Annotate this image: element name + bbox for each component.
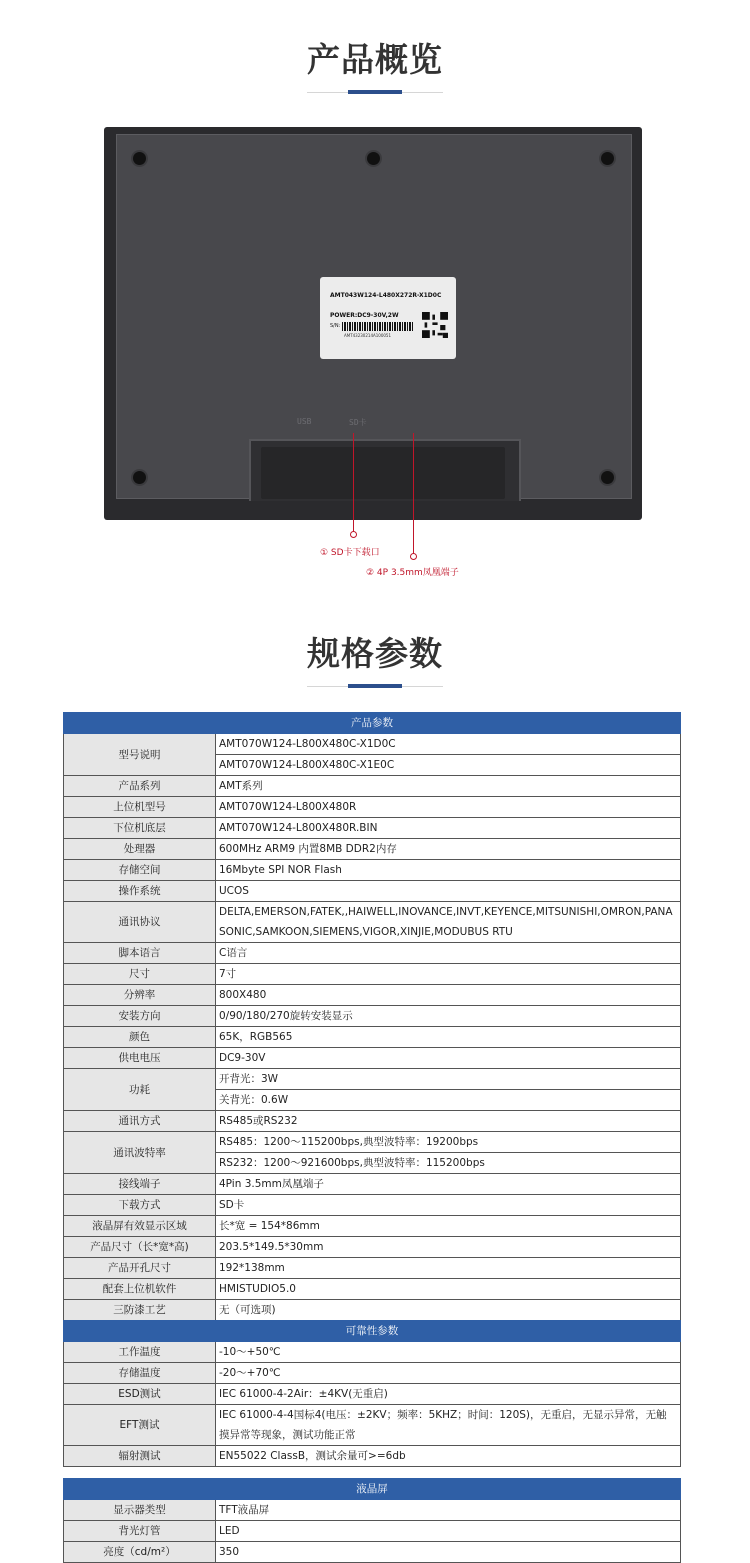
spec-key: 上位机型号 bbox=[64, 797, 216, 818]
callout-dot bbox=[410, 553, 417, 560]
lcd-params-table bbox=[63, 1478, 681, 1563]
table-row bbox=[64, 797, 681, 818]
spec-value: RS485：1200～115200bps,典型波特率：19200bps bbox=[216, 1132, 681, 1153]
spec-key: 通讯协议 bbox=[64, 902, 216, 943]
table-row bbox=[64, 1237, 681, 1258]
spec-value: 203.5*149.5*30mm bbox=[216, 1237, 681, 1258]
spec-key: 工作温度 bbox=[64, 1342, 216, 1363]
port-sd-label: SD卡 bbox=[349, 418, 367, 427]
spec-key: 供电电压 bbox=[64, 1048, 216, 1069]
table-row bbox=[64, 1300, 681, 1321]
spec-key: EFT测试 bbox=[64, 1405, 216, 1446]
spec-value: EN55022 ClassB，测试余量可>=6db bbox=[216, 1446, 681, 1467]
spec-value: SD卡 bbox=[216, 1195, 681, 1216]
spec-value: 长*宽 = 154*86mm bbox=[216, 1216, 681, 1237]
table-row bbox=[64, 818, 681, 839]
spec-value: 0/90/180/270旋转安装显示 bbox=[216, 1006, 681, 1027]
barcode-icon bbox=[342, 322, 414, 331]
spec-key: ESD测试 bbox=[64, 1384, 216, 1405]
spec-key: 通讯波特率 bbox=[64, 1132, 216, 1174]
device-back-image bbox=[104, 127, 642, 520]
spec-key: 功耗 bbox=[64, 1069, 216, 1111]
table-row bbox=[64, 1048, 681, 1069]
table-row bbox=[64, 1174, 681, 1195]
reliability-params-table bbox=[63, 1320, 681, 1467]
spec-key: 存储空间 bbox=[64, 860, 216, 881]
spec-value: 16Mbyte SPI NOR Flash bbox=[216, 860, 681, 881]
spec-key: 配套上位机软件 bbox=[64, 1279, 216, 1300]
spec-value: AMT070W124-L800X480R.BIN bbox=[216, 818, 681, 839]
spec-value: 关背光：0.6W bbox=[216, 1090, 681, 1111]
label-model: AMT043W124-L480X272R-X1D0C bbox=[330, 292, 442, 299]
spec-key: 处理器 bbox=[64, 839, 216, 860]
spec-key: 产品开孔尺寸 bbox=[64, 1258, 216, 1279]
table-row bbox=[64, 943, 681, 964]
spec-key: 分辨率 bbox=[64, 985, 216, 1006]
device-back-panel bbox=[116, 134, 632, 499]
table-row bbox=[64, 1111, 681, 1132]
spec-key: 三防漆工艺 bbox=[64, 1300, 216, 1321]
table-row bbox=[64, 964, 681, 985]
spec-value: RS232：1200～921600bps,典型波特率：115200bps bbox=[216, 1153, 681, 1174]
table-row bbox=[64, 902, 681, 943]
table-header-row bbox=[64, 713, 681, 734]
spec-key: 安装方向 bbox=[64, 1006, 216, 1027]
screw-icon bbox=[601, 152, 614, 165]
spec-key: 产品系列 bbox=[64, 776, 216, 797]
table-row bbox=[64, 881, 681, 902]
spec-value: DELTA,EMERSON,FATEK,,HAIWELL,INOVANCE,INVT,KEYENCE,MITSUNISHI,OMRON,PANASONIC,SAMKOON,SIEMENS,VIGOR,XINJIE,MODUBUS RTU bbox=[216, 902, 681, 943]
table-row bbox=[64, 1006, 681, 1027]
callout-line bbox=[353, 433, 354, 533]
label-power: POWER:DC9-30V,2W bbox=[330, 312, 399, 319]
table-row bbox=[64, 839, 681, 860]
spec-key: 脚本语言 bbox=[64, 943, 216, 964]
title-accent-bar bbox=[348, 90, 402, 94]
table-row bbox=[64, 985, 681, 1006]
table-row bbox=[64, 1195, 681, 1216]
screw-icon bbox=[133, 152, 146, 165]
overview-title: 产品概览 bbox=[307, 40, 443, 79]
spec-key: 尺寸 bbox=[64, 964, 216, 985]
spec-value: 4Pin 3.5mm凤凰端子 bbox=[216, 1174, 681, 1195]
table-row bbox=[64, 1216, 681, 1237]
table-row bbox=[64, 1069, 681, 1090]
spec-key: 液晶屏有效显示区域 bbox=[64, 1216, 216, 1237]
table-header: 液晶屏 bbox=[64, 1479, 681, 1500]
table-row bbox=[64, 1279, 681, 1300]
spec-value: AMT070W124-L800X480C-X1D0C bbox=[216, 734, 681, 755]
screw-icon bbox=[367, 152, 380, 165]
spec-value: 无（可选项) bbox=[216, 1300, 681, 1321]
spec-value: -20～+70℃ bbox=[216, 1363, 681, 1384]
spec-key: 接线端子 bbox=[64, 1174, 216, 1195]
table-row bbox=[64, 1363, 681, 1384]
spec-value: 192*138mm bbox=[216, 1258, 681, 1279]
spec-value: LED bbox=[216, 1521, 681, 1542]
screw-icon bbox=[133, 471, 146, 484]
table-row bbox=[64, 1521, 681, 1542]
table-header: 可靠性参数 bbox=[64, 1321, 681, 1342]
callout-dot bbox=[350, 531, 357, 538]
spec-key: 下位机底层 bbox=[64, 818, 216, 839]
table-row bbox=[64, 1132, 681, 1153]
table-row bbox=[64, 1027, 681, 1048]
spec-value: AMT系列 bbox=[216, 776, 681, 797]
spec-value: IEC 61000-4-2Air：±4KV(无重启) bbox=[216, 1384, 681, 1405]
specs-title: 规格参数 bbox=[307, 634, 443, 673]
spec-key: 存储温度 bbox=[64, 1363, 216, 1384]
callout-terminal: ② 4P 3.5mm凤凰端子 bbox=[366, 568, 459, 578]
spec-key: 亮度（cd/m²） bbox=[64, 1542, 216, 1563]
spec-key: 显示器类型 bbox=[64, 1500, 216, 1521]
table-row bbox=[64, 776, 681, 797]
table-row bbox=[64, 1384, 681, 1405]
table-row bbox=[64, 734, 681, 755]
spec-key: 下载方式 bbox=[64, 1195, 216, 1216]
spec-value: IEC 61000-4-4国标4(电压：±2KV；频率：5KHZ；时间：120S)，无重启，无显示异常，无触摸异常等现象，测试功能正常 bbox=[216, 1405, 681, 1446]
spec-value: 开背光：3W bbox=[216, 1069, 681, 1090]
callout-sd-download: ① SD卡下载口 bbox=[320, 548, 380, 558]
spec-key: 产品尺寸（长*宽*高) bbox=[64, 1237, 216, 1258]
spec-key: 型号说明 bbox=[64, 734, 216, 776]
qr-code-icon bbox=[422, 312, 448, 338]
spec-value: HMISTUDIO5.0 bbox=[216, 1279, 681, 1300]
spec-value: 65K，RGB565 bbox=[216, 1027, 681, 1048]
table-row bbox=[64, 1446, 681, 1467]
callout-line bbox=[413, 433, 414, 555]
label-sn: S/N: bbox=[330, 323, 341, 329]
table-header-row bbox=[64, 1479, 681, 1500]
spec-value: DC9-30V bbox=[216, 1048, 681, 1069]
spec-value: -10～+50℃ bbox=[216, 1342, 681, 1363]
spec-value: C语言 bbox=[216, 943, 681, 964]
table-row bbox=[64, 1405, 681, 1446]
spec-key: 通讯方式 bbox=[64, 1111, 216, 1132]
spec-key: 操作系统 bbox=[64, 881, 216, 902]
table-row bbox=[64, 1500, 681, 1521]
spec-value: 800X480 bbox=[216, 985, 681, 1006]
spec-key: 辐射测试 bbox=[64, 1446, 216, 1467]
spec-value: 350 bbox=[216, 1542, 681, 1563]
label-barcode-number: AMT43230214A100051 bbox=[344, 333, 391, 338]
spec-value: TFT液晶屏 bbox=[216, 1500, 681, 1521]
spec-value: RS485或RS232 bbox=[216, 1111, 681, 1132]
spec-value: AMT070W124-L800X480R bbox=[216, 797, 681, 818]
table-row bbox=[64, 1258, 681, 1279]
product-params-table bbox=[63, 712, 681, 1321]
table-header-row bbox=[64, 1321, 681, 1342]
screw-icon bbox=[601, 471, 614, 484]
table-row bbox=[64, 1342, 681, 1363]
title-accent-bar bbox=[348, 684, 402, 688]
device-base-notch bbox=[249, 439, 521, 501]
spec-key: 颜色 bbox=[64, 1027, 216, 1048]
spec-value: AMT070W124-L800X480C-X1E0C bbox=[216, 755, 681, 776]
spec-key: 背光灯管 bbox=[64, 1521, 216, 1542]
table-header: 产品参数 bbox=[64, 713, 681, 734]
port-usb-label: USB bbox=[297, 417, 312, 426]
spec-value: 7寸 bbox=[216, 964, 681, 985]
table-row bbox=[64, 1542, 681, 1563]
spec-value: 600MHz ARM9 内置8MB DDR2内存 bbox=[216, 839, 681, 860]
product-label-sticker bbox=[320, 277, 456, 359]
spec-value: UCOS bbox=[216, 881, 681, 902]
table-row bbox=[64, 860, 681, 881]
